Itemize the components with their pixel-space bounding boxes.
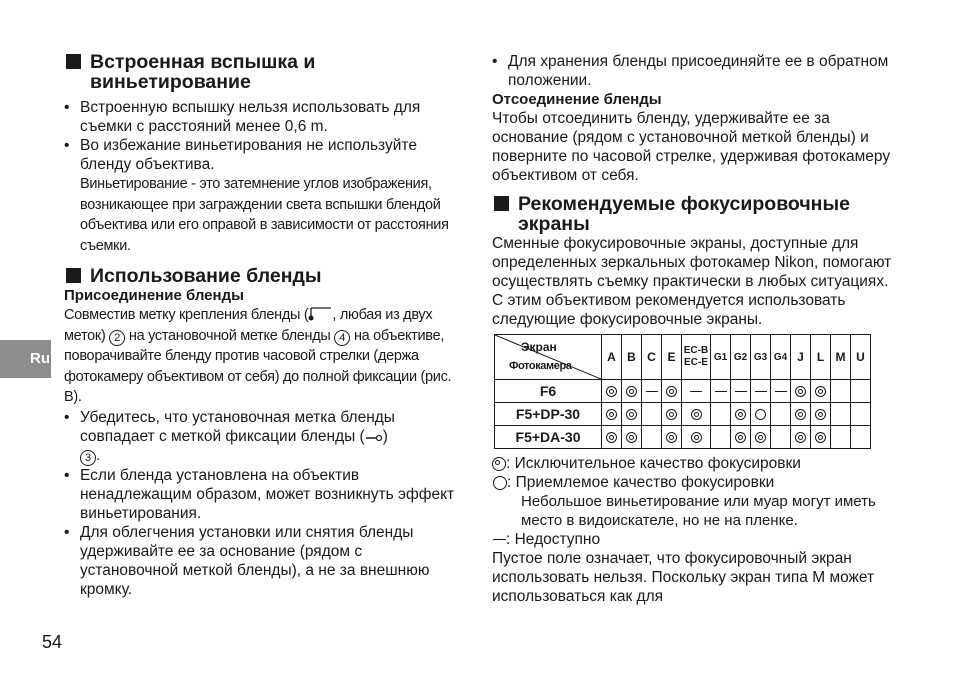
focusing-screen-table (494, 334, 871, 449)
bullet-item: • Убедитесь, что установочная метка бленды совпадает с меткой фиксации бленды ( ) 3 . (64, 408, 464, 466)
dash-icon (775, 391, 787, 392)
double-circle-icon (666, 432, 677, 443)
table-header-row (495, 335, 871, 380)
dash-icon (755, 391, 767, 392)
suitability-cell (622, 403, 642, 426)
camera-cell: F6 (495, 380, 602, 403)
suitability-cell (602, 426, 622, 449)
double-circle-icon (795, 409, 806, 420)
dash-icon (690, 391, 702, 392)
column-header: G3 (751, 335, 771, 380)
column-header: EC-B EC-E (682, 335, 711, 380)
suitability-cell (791, 380, 811, 403)
suitability-cell (682, 403, 711, 426)
column-header: L (811, 335, 831, 380)
suitability-cell (662, 426, 682, 449)
suitability-cell (771, 426, 791, 449)
suitability-cell (642, 426, 662, 449)
suitability-cell (662, 403, 682, 426)
double-circle-icon (815, 409, 826, 420)
table-row (495, 426, 871, 449)
column-header: U (851, 335, 871, 380)
bullet-item: • Встроенную вспышку нельзя использовать для съемки с расстояний менее 0,6 m. (64, 98, 464, 136)
callout-number: 3 (80, 450, 96, 466)
bullet-item: • Во избежание виньетирования не используйте бленду объектива. (64, 136, 464, 174)
hood-mount-mark-icon (308, 307, 332, 321)
column-header: E (662, 335, 682, 380)
column-header: G1 (711, 335, 731, 380)
double-circle-icon (815, 386, 826, 397)
dash-icon (493, 539, 506, 540)
square-bullet-icon (66, 268, 81, 283)
suitability-cell (791, 426, 811, 449)
legend-acceptable-note: Небольшое виньетирование или муар могут иметь место в видоискателе, но не на пленке. (521, 493, 876, 529)
suitability-cell (811, 403, 831, 426)
suitability-cell (811, 380, 831, 403)
suitability-cell (731, 403, 751, 426)
legend-acceptable: : Приемлемое качество фокусировки (492, 473, 892, 492)
square-bullet-icon (494, 196, 509, 211)
double-circle-icon (606, 386, 617, 397)
suitability-cell (642, 403, 662, 426)
suitability-cell (851, 380, 871, 403)
double-circle-icon (735, 409, 746, 420)
subheading-attach: Присоединение бленды (64, 287, 244, 304)
double-circle-icon (795, 386, 806, 397)
section-heading-flash: Встроенная вспышка и виньетирование (64, 52, 464, 92)
column-header: M (831, 335, 851, 380)
table-row (495, 403, 871, 426)
suitability-cell (751, 426, 771, 449)
suitability-cell (662, 380, 682, 403)
subheading-detach: Отсоединение бленды (492, 91, 662, 108)
legend-excellent: : Исключительное качество фокусировки (492, 454, 892, 473)
dash-icon (735, 391, 747, 392)
column-header: C (642, 335, 662, 380)
column-header: G4 (771, 335, 791, 380)
double-circle-icon (691, 409, 702, 420)
language-tab: Ru (0, 340, 51, 378)
callout-number: 2 (109, 330, 125, 346)
suitability-cell (791, 403, 811, 426)
hood-lock-mark-icon (365, 429, 383, 443)
vignetting-note: Виньетирование - это затемнение углов изображения, возникающее при заграждении света вспышки блендой объектива или его оправой в зависимости от расстояния съемки. (80, 176, 449, 254)
double-circle-icon (606, 432, 617, 443)
suitability-cell (851, 403, 871, 426)
double-circle-icon (795, 432, 806, 443)
attach-paragraph: Совместив метку крепления бленды ( , любая из двух меток) 2 на установочной метке бленды 4 на объективе, поворачивайте бленду против часовой стрелки (держа фотокамеру объективом от себя) до полной фиксации (рис. B). (64, 307, 452, 405)
page-number: 54 (42, 632, 63, 652)
column-header: B (622, 335, 642, 380)
camera-cell: F5+DA-30 (495, 426, 602, 449)
suitability-cell (622, 426, 642, 449)
double-circle-icon (626, 386, 637, 397)
right-column (492, 52, 892, 606)
dash-icon (715, 391, 727, 392)
suitability-cell (682, 380, 711, 403)
double-circle-icon (606, 409, 617, 420)
table-corner-cell (495, 335, 602, 380)
screens-paragraph: Сменные фокусировочные экраны, доступные для определенных зеркальных фотокамер Nikon, помогают осуществлять съемку практически в любых ситуациях. С этим объективом рекомендуется использовать следующие фокусировочные экраны. (492, 235, 892, 328)
double-circle-icon (691, 432, 702, 443)
suitability-cell (771, 380, 791, 403)
dash-icon (646, 391, 658, 392)
closing-paragraph: Пустое поле означает, что фокусировочный экран использовать нельзя. Поскольку экран типа M может использоваться как для (492, 550, 875, 605)
suitability-cell (831, 426, 851, 449)
suitability-cell (731, 380, 751, 403)
suitability-cell (642, 380, 662, 403)
suitability-cell (851, 426, 871, 449)
double-circle-icon (815, 432, 826, 443)
bullet-item: • Для облегчения установки или снятия бленды удерживайте ее за основание (рядом с установочной меткой бленды), а не за внешнюю кромку. (64, 523, 464, 599)
suitability-cell (711, 403, 731, 426)
double-circle-icon (666, 409, 677, 420)
double-circle-icon (666, 386, 677, 397)
bullet-item: • Для хранения бленды присоединяйте ее в обратном положении. (492, 52, 892, 90)
suitability-cell (831, 403, 851, 426)
suitability-cell (711, 426, 731, 449)
column-header: G2 (731, 335, 751, 380)
bullet-item: • Если бленда установлена на объектив ненадлежащим образом, может возникнуть эффект виньетирования. (64, 466, 464, 523)
double-circle-icon (626, 409, 637, 420)
circle-icon (493, 476, 507, 490)
double-circle-icon (626, 432, 637, 443)
section-heading-screens: Рекомендуемые фокусировочные экраны (492, 194, 892, 234)
double-circle-icon (492, 457, 506, 471)
suitability-cell (602, 403, 622, 426)
column-header: A (602, 335, 622, 380)
camera-cell: F5+DP-30 (495, 403, 602, 426)
table-row (495, 380, 871, 403)
header-screen: Экран (521, 340, 557, 354)
left-column (64, 52, 464, 599)
callout-number: 4 (334, 330, 350, 346)
circle-icon (755, 409, 766, 420)
suitability-cell (711, 380, 731, 403)
suitability-cell (731, 426, 751, 449)
double-circle-icon (755, 432, 766, 443)
section-heading-hood: Использование бленды (64, 266, 464, 286)
legend-unavailable: : Недоступно (492, 530, 892, 549)
suitability-cell (751, 403, 771, 426)
suitability-cell (682, 426, 711, 449)
suitability-cell (751, 380, 771, 403)
detach-paragraph: Чтобы отсоединить бленду, удерживайте ее за основание (рядом с установочной меткой бленды) и поверните по часовой стрелке, удерживая фотокамеру объективом от себя. (492, 110, 891, 184)
header-camera: Фотокамера (509, 360, 572, 372)
suitability-cell (811, 426, 831, 449)
suitability-cell (831, 380, 851, 403)
suitability-cell (602, 380, 622, 403)
suitability-cell (622, 380, 642, 403)
double-circle-icon (735, 432, 746, 443)
column-header: J (791, 335, 811, 380)
suitability-cell (771, 403, 791, 426)
square-bullet-icon (66, 54, 81, 69)
